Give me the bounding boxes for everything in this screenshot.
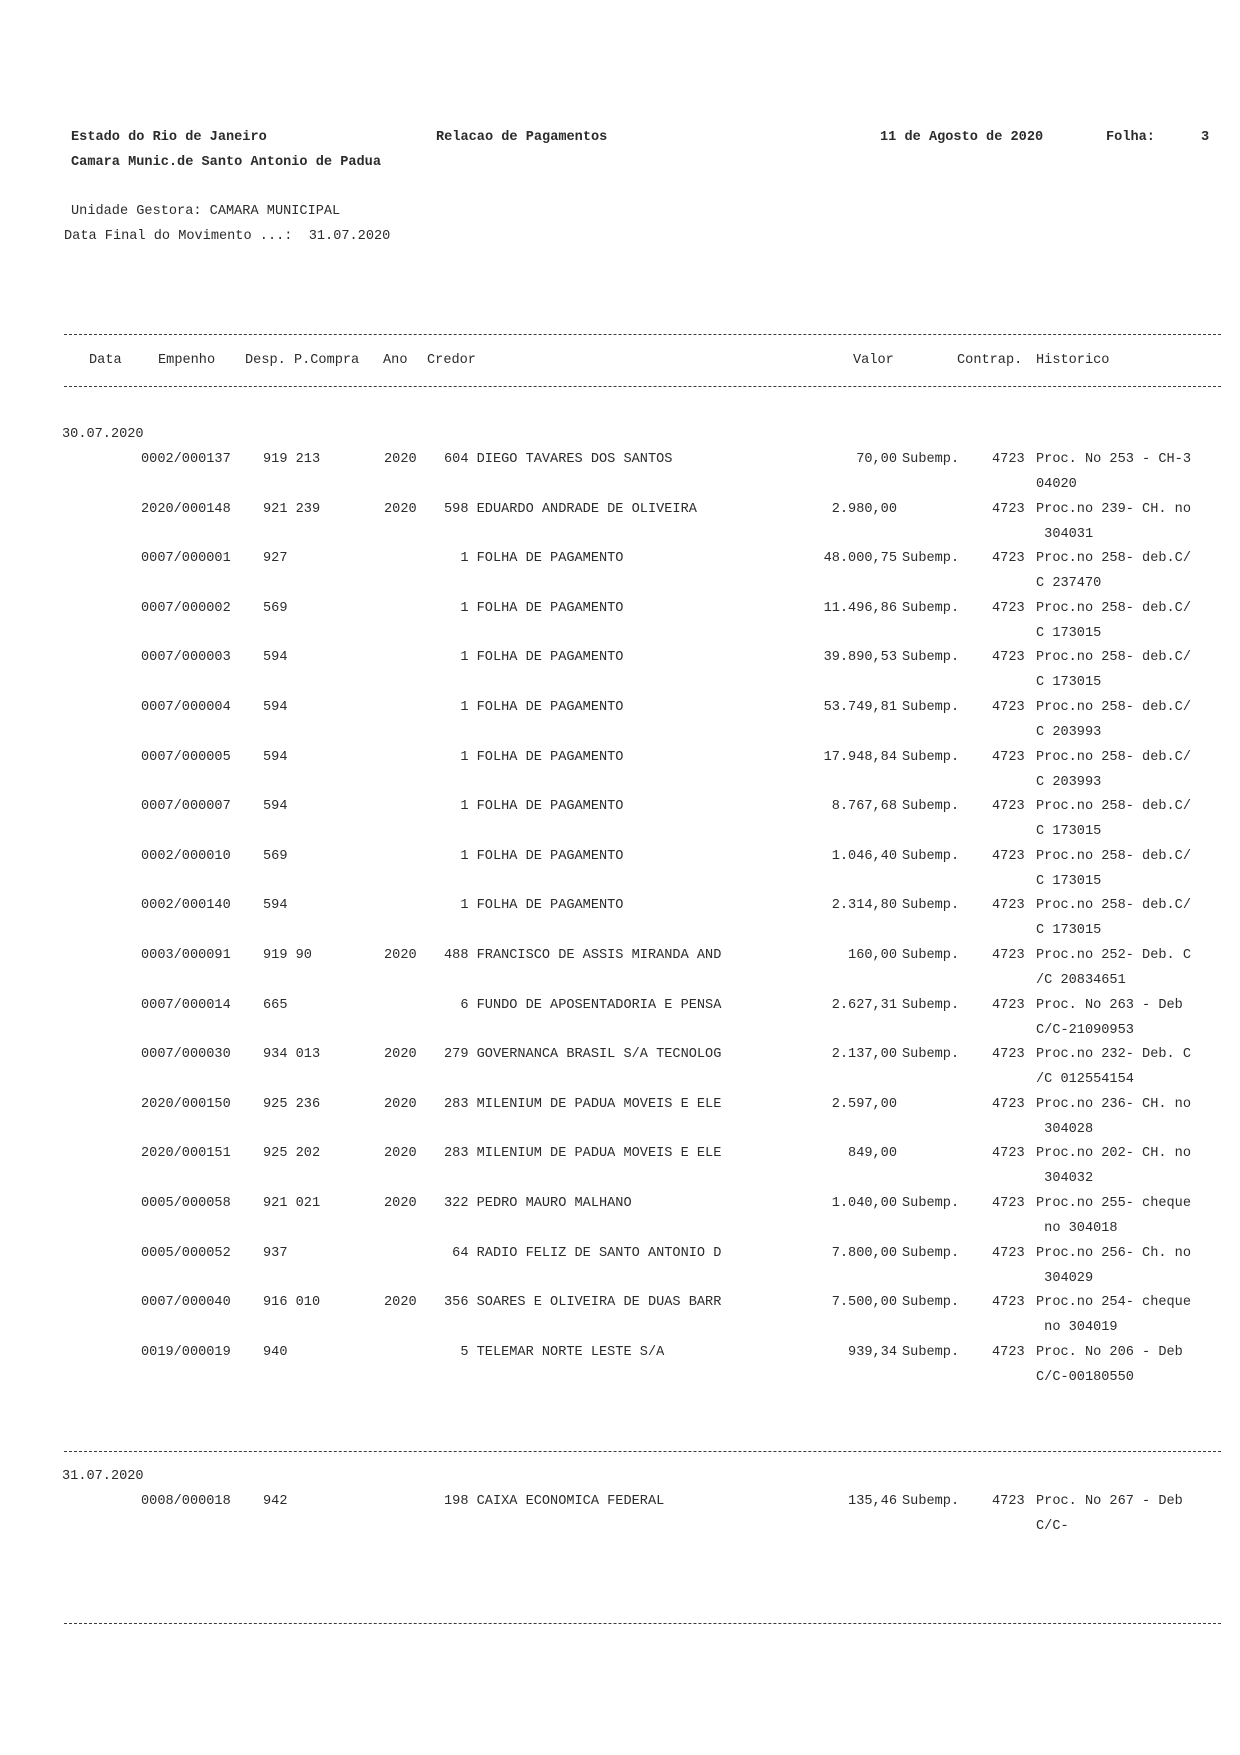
- cell-valor: 39.890,53: [823, 650, 897, 665]
- cell-hist1: Proc.no 258- deb.C/: [1036, 799, 1191, 814]
- cell-valor: 2.980,00: [831, 502, 897, 517]
- cell-credor: 64 RADIO FELIZ DE SANTO ANTONIO D: [444, 1246, 722, 1261]
- cell-contrap: 4723: [992, 700, 1025, 715]
- cell-tipo: Subemp.: [902, 1295, 960, 1310]
- cell-desp: 665: [263, 998, 288, 1013]
- cell-tipo: Subemp.: [902, 601, 960, 616]
- cell-credor: 198 CAIXA ECONOMICA FEDERAL: [444, 1494, 665, 1509]
- cell-desp: 940: [263, 1345, 288, 1360]
- cell-valor: 53.749,81: [823, 700, 897, 715]
- cell-credor: 1 FOLHA DE PAGAMENTO: [444, 551, 624, 566]
- cell-contrap: 4723: [992, 1097, 1025, 1112]
- cell-valor: 2.597,00: [831, 1097, 897, 1112]
- col-contrap: Contrap.: [957, 353, 1023, 368]
- cell-tipo: Subemp.: [902, 452, 960, 467]
- cell-tipo: Subemp.: [902, 1246, 960, 1261]
- cell-hist1: Proc.no 258- deb.C/: [1036, 551, 1191, 566]
- cell-credor: 6 FUNDO DE APOSENTADORIA E PENSA: [444, 998, 722, 1013]
- cell-credor: 1 FOLHA DE PAGAMENTO: [444, 898, 624, 913]
- cell-credor: 283 MILENIUM DE PADUA MOVEIS E ELE: [444, 1146, 722, 1161]
- cell-desp: 942: [263, 1494, 288, 1509]
- cell-credor: 488 FRANCISCO DE ASSIS MIRANDA AND: [444, 948, 722, 963]
- cell-contrap: 4723: [992, 849, 1025, 864]
- cell-hist2: C 173015: [1036, 675, 1102, 690]
- cell-contrap: 4723: [992, 750, 1025, 765]
- cell-tipo: Subemp.: [902, 551, 960, 566]
- cell-desp: 925 202: [263, 1146, 321, 1161]
- cell-empenho: 0007/000001: [141, 551, 231, 566]
- cell-desp: 594: [263, 750, 288, 765]
- cell-hist1: Proc.no 258- deb.C/: [1036, 700, 1191, 715]
- cell-empenho: 2020/000151: [141, 1146, 231, 1161]
- cell-tipo: Subemp.: [902, 700, 960, 715]
- cell-desp: 916 010: [263, 1295, 321, 1310]
- cell-hist2: C 203993: [1036, 775, 1102, 790]
- cell-contrap: 4723: [992, 650, 1025, 665]
- cell-hist1: Proc.no 252- Deb. C: [1036, 948, 1191, 963]
- cell-empenho: 0019/000019: [141, 1345, 231, 1360]
- cell-hist2: 04020: [1036, 477, 1077, 492]
- cell-valor: 8.767,68: [831, 799, 897, 814]
- cell-empenho: 0007/000030: [141, 1047, 231, 1062]
- folha-number: 3: [1201, 130, 1210, 145]
- group-date: 30.07.2020: [62, 427, 144, 442]
- cell-desp: 921 021: [263, 1196, 321, 1211]
- cell-hist2: C 237470: [1036, 576, 1102, 591]
- entity-name: Camara Munic.de Santo Antonio de Padua: [71, 155, 381, 170]
- cell-tipo: Subemp.: [902, 750, 960, 765]
- cell-hist1: Proc.no 258- deb.C/: [1036, 750, 1191, 765]
- cell-hist1: Proc.no 202- CH. no: [1036, 1146, 1191, 1161]
- cell-hist1: Proc.no 258- deb.C/: [1036, 898, 1191, 913]
- cell-contrap: 4723: [992, 1345, 1025, 1360]
- cell-credor: 1 FOLHA DE PAGAMENTO: [444, 799, 624, 814]
- group-date: 31.07.2020: [62, 1469, 144, 1484]
- cell-empenho: 0007/000004: [141, 700, 231, 715]
- cell-empenho: 0007/000014: [141, 998, 231, 1013]
- cell-credor: 322 PEDRO MAURO MALHANO: [444, 1196, 632, 1211]
- cell-hist1: Proc.no 256- Ch. no: [1036, 1246, 1191, 1261]
- cell-hist2: /C 012554154: [1036, 1072, 1134, 1087]
- cell-hist2: C/C-21090953: [1036, 1023, 1134, 1038]
- cell-valor: 2.137,00: [831, 1047, 897, 1062]
- cell-credor: 1 FOLHA DE PAGAMENTO: [444, 700, 624, 715]
- cell-credor: 1 FOLHA DE PAGAMENTO: [444, 849, 624, 864]
- cell-contrap: 4723: [992, 998, 1025, 1013]
- cell-ano: 2020: [384, 1196, 417, 1211]
- cell-valor: 17.948,84: [823, 750, 897, 765]
- cell-hist2: /C 20834651: [1036, 973, 1126, 988]
- cell-valor: 70,00: [856, 452, 897, 467]
- cell-hist1: Proc. No 253 - CH-3: [1036, 452, 1191, 467]
- cell-desp: 594: [263, 898, 288, 913]
- cell-valor: 939,34: [848, 1345, 897, 1360]
- cell-valor: 2.627,31: [831, 998, 897, 1013]
- cell-empenho: 0007/000007: [141, 799, 231, 814]
- cell-hist1: Proc.no 254- cheque: [1036, 1295, 1191, 1310]
- cell-hist1: Proc.no 255- cheque: [1036, 1196, 1191, 1211]
- cell-valor: 2.314,80: [831, 898, 897, 913]
- cell-hist2: C/C-00180550: [1036, 1370, 1134, 1385]
- cell-hist2: C/C-: [1036, 1519, 1069, 1534]
- col-historico: Historico: [1036, 353, 1110, 368]
- cell-desp: 927: [263, 551, 288, 566]
- cell-empenho: 0002/000010: [141, 849, 231, 864]
- cell-tipo: Subemp.: [902, 650, 960, 665]
- cell-valor: 1.046,40: [831, 849, 897, 864]
- cell-credor: 1 FOLHA DE PAGAMENTO: [444, 601, 624, 616]
- cell-hist1: Proc. No 267 - Deb: [1036, 1494, 1183, 1509]
- cell-hist2: C 173015: [1036, 626, 1102, 641]
- cell-tipo: Subemp.: [902, 1345, 960, 1360]
- cell-empenho: 0002/000137: [141, 452, 231, 467]
- cell-hist2: no 304018: [1036, 1221, 1118, 1236]
- cell-empenho: 0007/000002: [141, 601, 231, 616]
- cell-credor: 1 FOLHA DE PAGAMENTO: [444, 750, 624, 765]
- cell-hist2: C 173015: [1036, 874, 1102, 889]
- cell-desp: 594: [263, 799, 288, 814]
- cell-contrap: 4723: [992, 1146, 1025, 1161]
- state-name: Estado do Rio de Janeiro: [71, 130, 267, 145]
- cell-empenho: 0007/000003: [141, 650, 231, 665]
- cell-hist2: C 173015: [1036, 824, 1102, 839]
- cell-empenho: 0005/000058: [141, 1196, 231, 1211]
- cell-hist1: Proc.no 239- CH. no: [1036, 502, 1191, 517]
- cell-empenho: 0008/000018: [141, 1494, 231, 1509]
- cell-hist2: 304031: [1036, 527, 1094, 542]
- cell-valor: 7.500,00: [831, 1295, 897, 1310]
- cell-ano: 2020: [384, 502, 417, 517]
- cell-tipo: Subemp.: [902, 849, 960, 864]
- cell-valor: 160,00: [848, 948, 897, 963]
- cell-tipo: Subemp.: [902, 998, 960, 1013]
- cell-desp: 921 239: [263, 502, 321, 517]
- cell-contrap: 4723: [992, 1295, 1025, 1310]
- cell-tipo: Subemp.: [902, 1196, 960, 1211]
- cell-hist1: Proc.no 258- deb.C/: [1036, 849, 1191, 864]
- cell-desp: 919 90: [263, 948, 312, 963]
- cell-hist1: Proc.no 258- deb.C/: [1036, 601, 1191, 616]
- cell-hist2: 304032: [1036, 1171, 1094, 1186]
- cell-contrap: 4723: [992, 1047, 1025, 1062]
- cell-tipo: Subemp.: [902, 898, 960, 913]
- col-desp-pcompra: Desp. P.Compra: [245, 353, 360, 368]
- cell-desp: 569: [263, 601, 288, 616]
- cell-desp: 937: [263, 1246, 288, 1261]
- cell-ano: 2020: [384, 948, 417, 963]
- cell-empenho: 0003/000091: [141, 948, 231, 963]
- col-empenho: Empenho: [158, 353, 216, 368]
- divider: [64, 1623, 1221, 1624]
- cell-desp: 934 013: [263, 1047, 321, 1062]
- cell-contrap: 4723: [992, 1196, 1025, 1211]
- cell-hist2: no 304019: [1036, 1320, 1118, 1335]
- col-ano: Ano: [383, 353, 408, 368]
- divider: [64, 334, 1221, 335]
- cell-hist2: 304028: [1036, 1122, 1094, 1137]
- cell-valor: 7.800,00: [831, 1246, 897, 1261]
- cell-ano: 2020: [384, 1097, 417, 1112]
- cell-hist2: 304029: [1036, 1271, 1094, 1286]
- cell-empenho: 0002/000140: [141, 898, 231, 913]
- cell-desp: 925 236: [263, 1097, 321, 1112]
- cell-hist1: Proc.no 236- CH. no: [1036, 1097, 1191, 1112]
- cell-ano: 2020: [384, 1146, 417, 1161]
- col-valor: Valor: [853, 353, 894, 368]
- cell-contrap: 4723: [992, 452, 1025, 467]
- cell-contrap: 4723: [992, 799, 1025, 814]
- cell-empenho: 0005/000052: [141, 1246, 231, 1261]
- cell-hist1: Proc.no 258- deb.C/: [1036, 650, 1191, 665]
- cell-valor: 849,00: [848, 1146, 897, 1161]
- col-data: Data: [89, 353, 122, 368]
- cell-ano: 2020: [384, 452, 417, 467]
- data-final: Data Final do Movimento ...: 31.07.2020: [64, 229, 391, 244]
- cell-contrap: 4723: [992, 601, 1025, 616]
- report-date: 11 de Agosto de 2020: [880, 130, 1044, 145]
- cell-tipo: Subemp.: [902, 1047, 960, 1062]
- folha-label: Folha:: [1106, 130, 1155, 145]
- cell-tipo: Subemp.: [902, 799, 960, 814]
- cell-ano: 2020: [384, 1047, 417, 1062]
- cell-credor: 1 FOLHA DE PAGAMENTO: [444, 650, 624, 665]
- cell-hist1: Proc. No 206 - Deb: [1036, 1345, 1183, 1360]
- report-title: Relacao de Pagamentos: [436, 130, 608, 145]
- cell-contrap: 4723: [992, 1246, 1025, 1261]
- cell-valor: 11.496,86: [823, 601, 897, 616]
- cell-tipo: Subemp.: [902, 1494, 960, 1509]
- cell-credor: 598 EDUARDO ANDRADE DE OLIVEIRA: [444, 502, 697, 517]
- cell-ano: 2020: [384, 1295, 417, 1310]
- cell-hist1: Proc. No 263 - Deb: [1036, 998, 1183, 1013]
- cell-empenho: 0007/000040: [141, 1295, 231, 1310]
- cell-valor: 48.000,75: [823, 551, 897, 566]
- cell-contrap: 4723: [992, 1494, 1025, 1509]
- cell-credor: 604 DIEGO TAVARES DOS SANTOS: [444, 452, 673, 467]
- cell-credor: 279 GOVERNANCA BRASIL S/A TECNOLOG: [444, 1047, 722, 1062]
- cell-credor: 356 SOARES E OLIVEIRA DE DUAS BARR: [444, 1295, 722, 1310]
- cell-contrap: 4723: [992, 948, 1025, 963]
- col-credor: Credor: [427, 353, 476, 368]
- cell-valor: 1.040,00: [831, 1196, 897, 1211]
- cell-desp: 919 213: [263, 452, 321, 467]
- cell-desp: 569: [263, 849, 288, 864]
- cell-desp: 594: [263, 650, 288, 665]
- cell-contrap: 4723: [992, 502, 1025, 517]
- divider: [64, 1451, 1221, 1452]
- cell-valor: 135,46: [848, 1494, 897, 1509]
- cell-empenho: 2020/000150: [141, 1097, 231, 1112]
- cell-empenho: 0007/000005: [141, 750, 231, 765]
- cell-credor: 5 TELEMAR NORTE LESTE S/A: [444, 1345, 665, 1360]
- cell-hist1: Proc.no 232- Deb. C: [1036, 1047, 1191, 1062]
- unidade-gestora: Unidade Gestora: CAMARA MUNICIPAL: [71, 204, 341, 219]
- cell-empenho: 2020/000148: [141, 502, 231, 517]
- cell-desp: 594: [263, 700, 288, 715]
- cell-contrap: 4723: [992, 898, 1025, 913]
- cell-tipo: Subemp.: [902, 948, 960, 963]
- cell-credor: 283 MILENIUM DE PADUA MOVEIS E ELE: [444, 1097, 722, 1112]
- cell-hist2: C 203993: [1036, 725, 1102, 740]
- cell-hist2: C 173015: [1036, 923, 1102, 938]
- divider: [64, 386, 1221, 387]
- cell-contrap: 4723: [992, 551, 1025, 566]
